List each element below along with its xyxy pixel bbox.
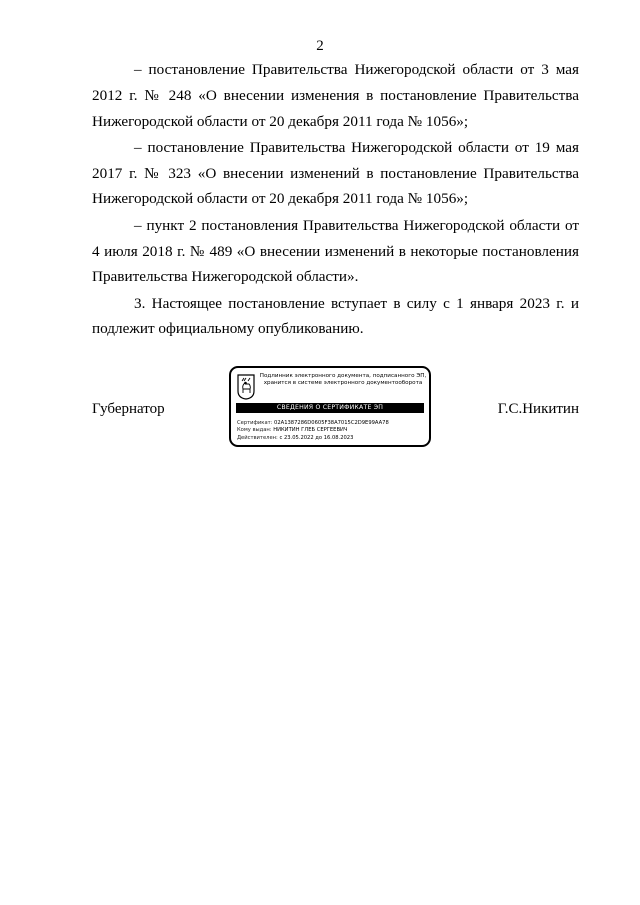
electronic-signature-stamp	[229, 366, 431, 447]
validity-label: Действителен:	[237, 434, 278, 441]
issued-to-value: НИКИТИН ГЛЕБ СЕРГЕЕВИЧ	[273, 427, 348, 434]
stamp-note-line: Подлинник электронного документа, подписанного ЭП,	[259, 373, 427, 379]
stamp-note-line: хранится в системе электронного документооборота	[263, 380, 423, 386]
certificate-value: 02A1387286D0605F38A7015C2D9E99AA78	[274, 420, 389, 426]
list-item-paragraph: – пункт 2 постановления Правительства Нижегородской области от 4 июля 2018 г. № 489 «О внесении изменений в некоторые постановления Правительства Нижегородской области».	[92, 216, 579, 286]
signatory-name: Г.С.Никитин	[497, 401, 579, 417]
validity-value: с 23.05.2022 до 16.08.2023	[279, 434, 354, 441]
list-item-paragraph: – постановление Правительства Нижегородской области от 3 мая 2012 г. № 248 «О внесении изменения в постановление Правительства Нижегородской области от 20 декабря 2011 года № 1056»;	[92, 61, 579, 130]
certificate-details	[237, 420, 427, 442]
validity-row	[237, 435, 427, 442]
list-item-paragraph: – постановление Правительства Нижегородской области от 19 мая 2017 г. № 323 «О внесении изменений в постановление Правительства Нижегородской области от 20 декабря 2011 года № 1056»;	[92, 138, 579, 208]
signature-block	[92, 366, 579, 452]
stamp-header: СВЕДЕНИЯ О СЕРТИФИКАТЕ ЭП	[236, 403, 424, 413]
signatory-role: Губернатор	[92, 401, 165, 417]
certificate-row	[237, 420, 427, 427]
effective-date-paragraph: 3. Настоящее постановление вступает в силу с 1 января 2023 г. и подлежит официальному опубликованию.	[92, 294, 579, 338]
certificate-label: Сертификат:	[237, 420, 273, 426]
page-number: 2	[316, 38, 324, 54]
issued-to-label: Кому выдан:	[237, 427, 272, 434]
issued-to-row	[237, 427, 427, 434]
stamp-note	[259, 373, 427, 387]
deer-emblem-icon	[237, 374, 255, 400]
document-body	[92, 57, 579, 343]
